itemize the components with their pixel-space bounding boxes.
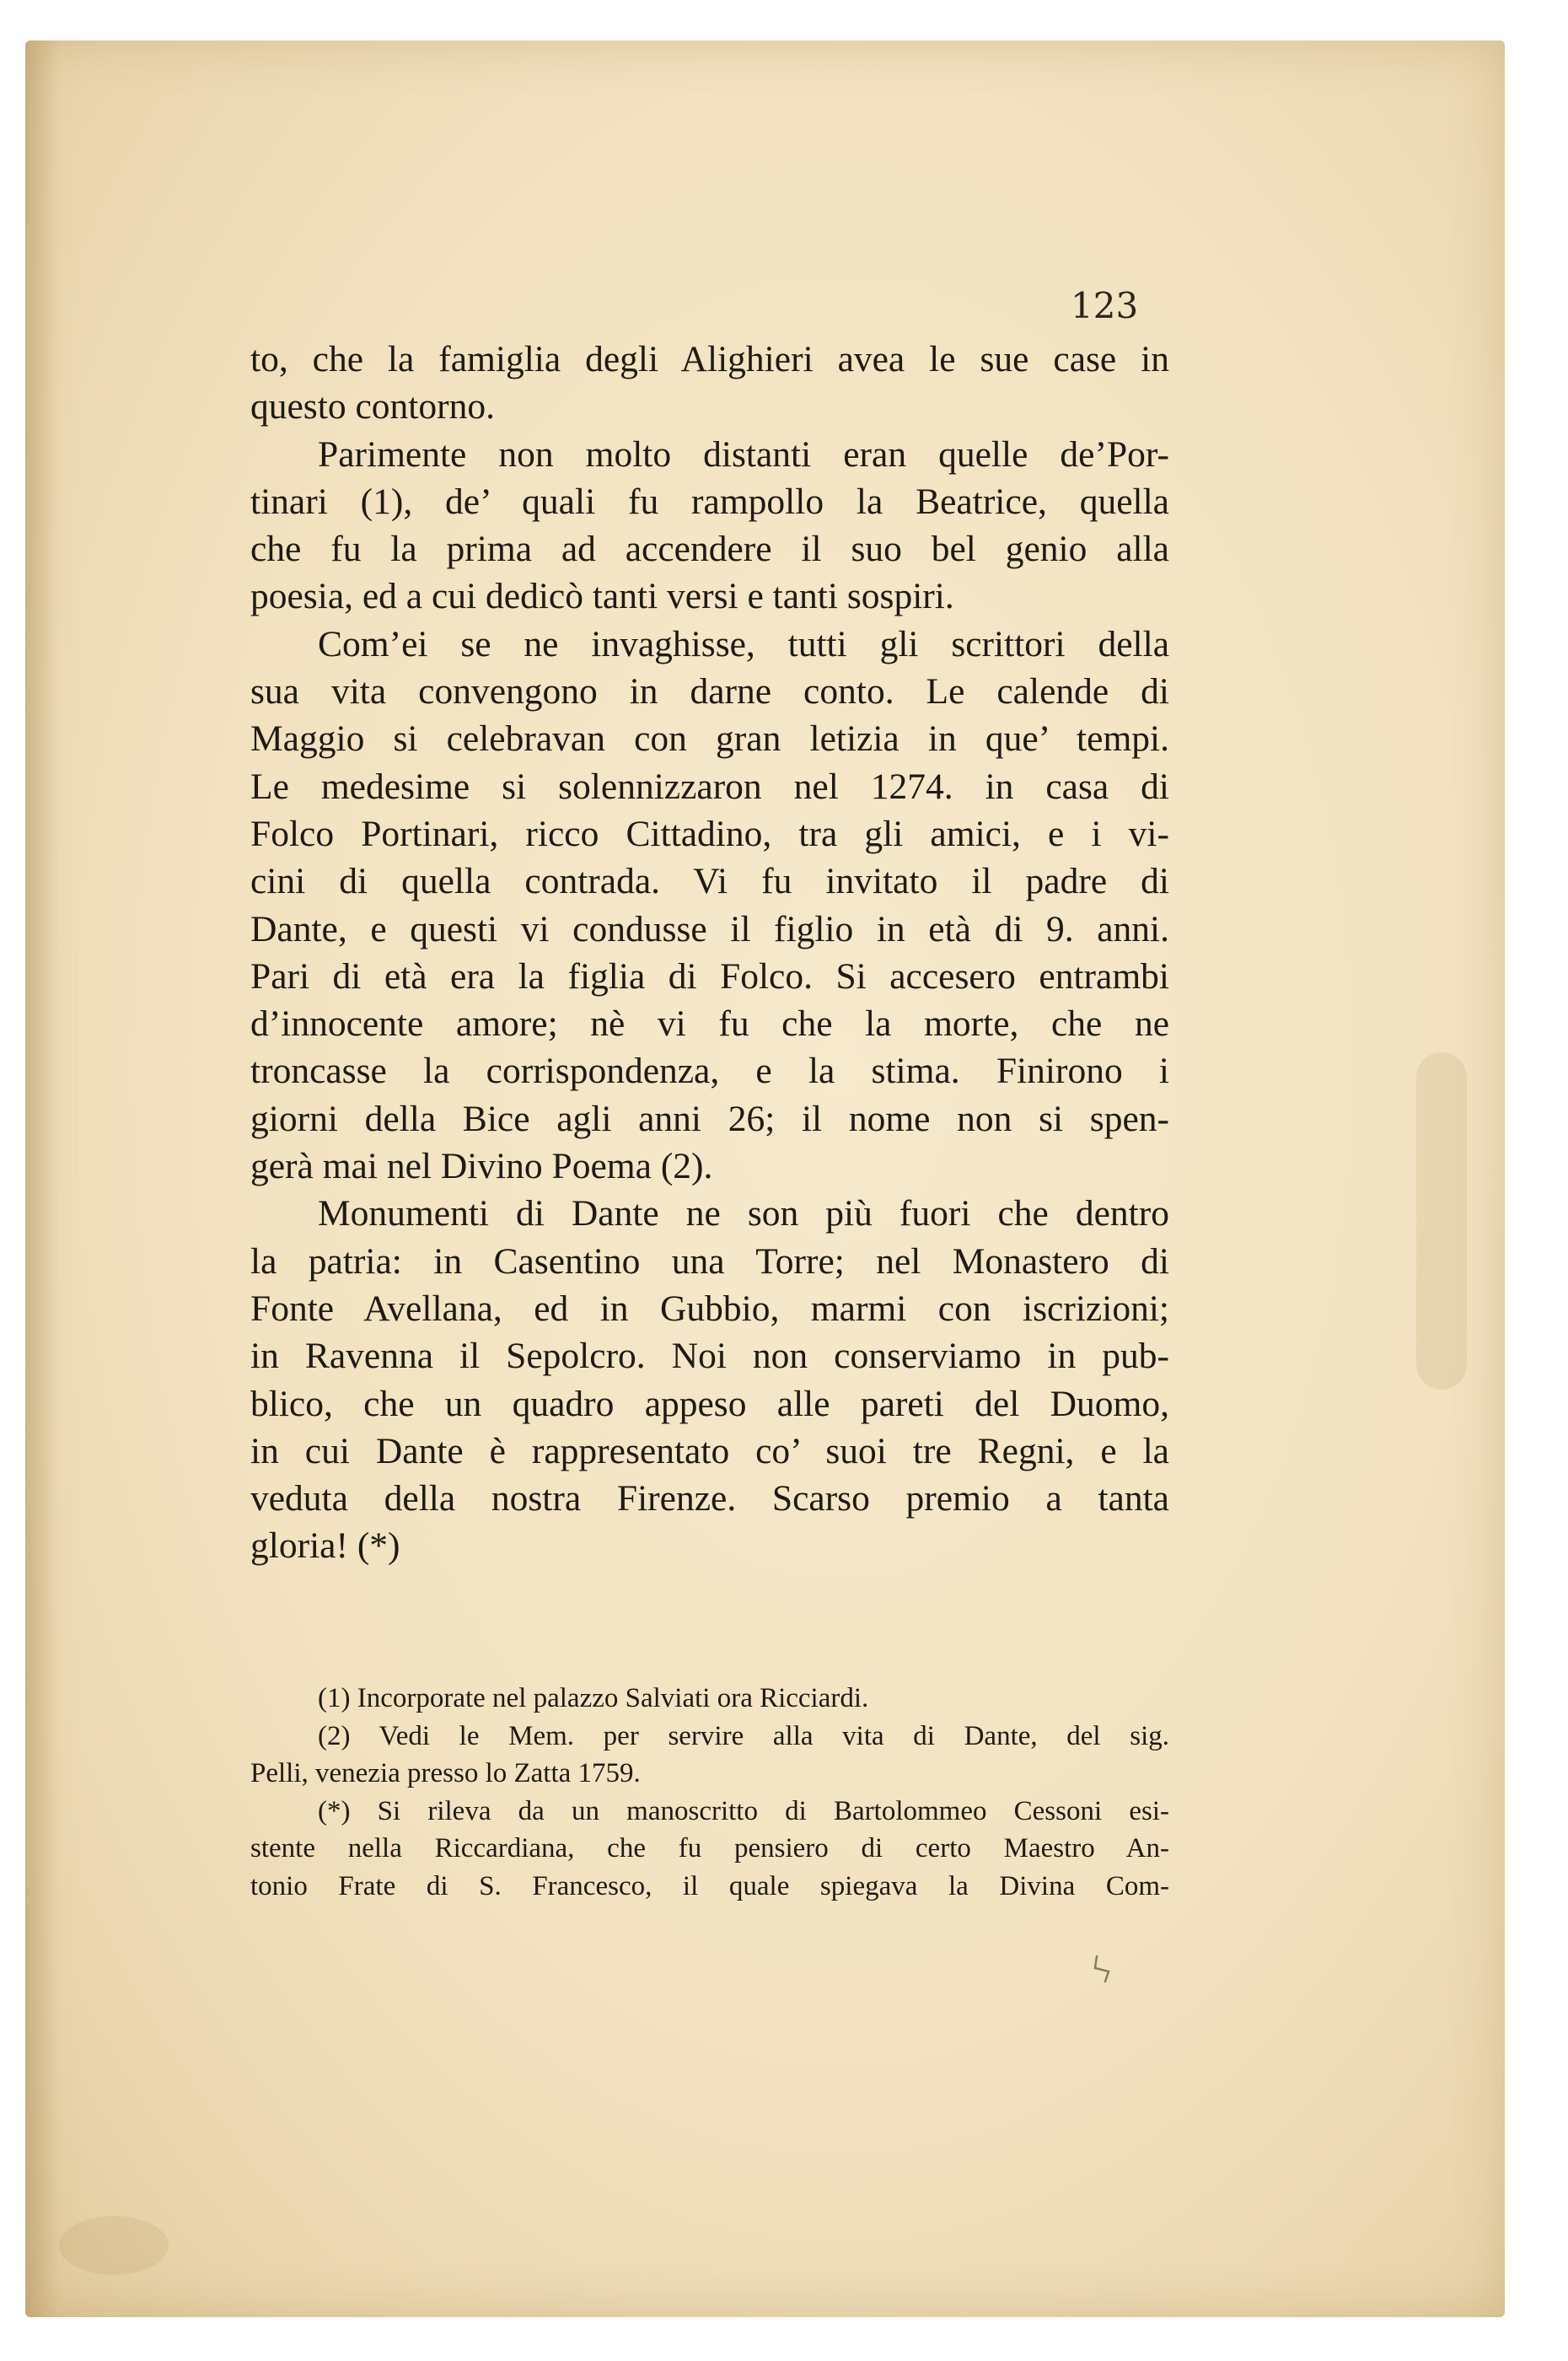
text-line: poesia, ed a cui dedicò tanti versi e tanti sospiri.: [250, 576, 954, 617]
text-line: Le medesime si solennizzaron nel 1274. in casa di: [250, 766, 1169, 807]
text-line: tinari (1), de’ quali fu rampollo la Beatrice, quella: [250, 481, 1169, 522]
text-line: cini di quella contrada. Vi fu invitato il padre di: [250, 861, 1169, 902]
footnote-line: (2) Vedi le Mem. per servire alla vita di Dante, del sig.: [318, 1720, 1169, 1751]
footnotes: [250, 1680, 1169, 1905]
text-line: che fu la prima ad accendere il suo bel genio alla: [250, 529, 1169, 570]
text-line: giorni della Bice agli anni 26; il nome non si spen-: [250, 1098, 1169, 1139]
document-page: [25, 40, 1505, 2317]
footnote-line: tonio Frate di S. Francesco, il quale spiegava la Divina Com-: [250, 1870, 1169, 1901]
text-line: Folco Portinari, ricco Cittadino, tra gli amici, e i vi-: [250, 813, 1169, 854]
text-line: Parimente non molto distanti eran quelle de’Por-: [318, 433, 1169, 475]
text-line: troncasse la corrispondenza, e la stima. Finirono i: [250, 1051, 1169, 1092]
footnote-line: (*) Si rileva da un manoscritto di Bartolommeo Cessoni esi-: [318, 1795, 1169, 1826]
handwritten-mark-icon: [1090, 1953, 1115, 1987]
text-line: gloria! (*): [250, 1525, 400, 1567]
text-line: in Ravenna il Sepolcro. Noi non conserviamo in pub-: [250, 1336, 1169, 1377]
text-line: blico, che un quadro appeso alle pareti del Duomo,: [250, 1383, 1169, 1424]
footnote-line: (1) Incorporate nel palazzo Salviati ora Ricciardi.: [318, 1683, 869, 1713]
paper-stain: [59, 2216, 169, 2275]
text-line: veduta della nostra Firenze. Scarso premio a tanta: [250, 1478, 1169, 1519]
text-line: Monumenti di Dante ne son più fuori che dentro: [318, 1193, 1169, 1234]
footnote-line: Pelli, venezia presso lo Zatta 1759.: [250, 1758, 641, 1788]
paper-stain: [1416, 1052, 1467, 1390]
footnote-line: stente nella Riccardiana, che fu pensiero di certo Maestro An-: [250, 1833, 1169, 1864]
text-line: questo contorno.: [250, 386, 495, 428]
text-line: Fonte Avellana, ed in Gubbio, marmi con iscrizioni;: [250, 1288, 1169, 1329]
text-line: gerà mai nel Divino Poema (2).: [250, 1146, 713, 1187]
text-line: to, che la famiglia degli Alighieri avea le sue case in: [250, 339, 1169, 379]
text-line: d’innocente amore; nè vi fu che la morte, che ne: [250, 1003, 1169, 1045]
text-line: la patria: in Casentino una Torre; nel Monastero di: [250, 1240, 1169, 1282]
main-text: [250, 336, 1169, 1570]
text-line: in cui Dante è rappresentato co’ suoi tre Regni, e la: [250, 1430, 1169, 1471]
page-number: 123: [1071, 285, 1139, 326]
text-line: Com’ei se ne invaghisse, tutti gli scrittori della: [318, 623, 1169, 664]
text-line: sua vita convengono in darne conto. Le calende di: [250, 671, 1169, 713]
text-line: Pari di età era la figlia di Folco. Si accesero entrambi: [250, 955, 1169, 997]
text-line: Dante, e questi vi condusse il figlio in età di 9. anni.: [250, 908, 1169, 949]
text-line: Maggio si celebravan con gran letizia in que’ tempi.: [250, 718, 1169, 760]
